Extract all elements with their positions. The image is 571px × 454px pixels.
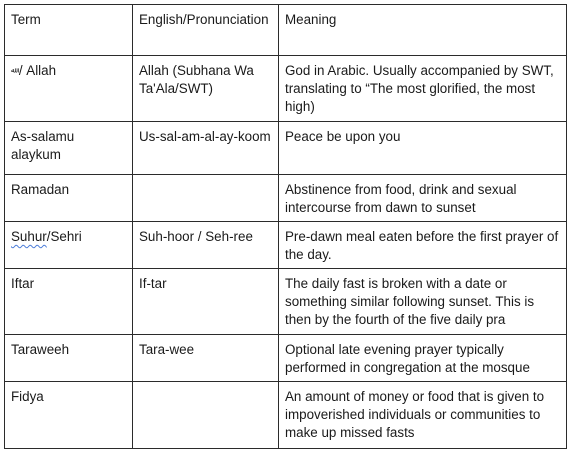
term-cell: Taraweeh	[5, 335, 133, 382]
meaning-cell: Pre-dawn meal eaten before the first prayer of the day.	[279, 222, 567, 269]
header-pronunciation: English/Pronunciation	[133, 5, 279, 56]
term-cell: Fidya	[5, 382, 133, 449]
meaning-cell: God in Arabic. Usually accompanied by SWT, translating to “The most glorified, the most high)	[279, 56, 567, 122]
pronunciation-cell: If-tar	[133, 269, 279, 335]
term-text: / Allah	[15, 63, 57, 78]
meaning-cell: Optional late evening prayer typically performed in congregation at the mosque	[279, 335, 567, 382]
header-term: Term	[5, 5, 133, 56]
table-row	[5, 269, 567, 335]
table-row	[5, 222, 567, 269]
table-row	[5, 122, 567, 175]
table-row	[5, 175, 567, 222]
allah-glyph: ﷲ	[11, 67, 16, 75]
pronunciation-cell: Suh-hoor / Seh-ree	[133, 222, 279, 269]
table-row	[5, 335, 567, 382]
term-cell	[5, 56, 133, 122]
header-row	[5, 5, 567, 56]
pronunciation-cell: Allah (Subhana Wa Ta'Ala/SWT)	[133, 56, 279, 122]
term-text: /Sehri	[46, 229, 82, 244]
meaning-cell: Peace be upon you	[279, 122, 567, 175]
term-cell: Iftar	[5, 269, 133, 335]
meaning-cell: Abstinence from food, drink and sexual intercourse from dawn to sunset	[279, 175, 567, 222]
meaning-cell: The daily fast is broken with a date or something similar following sunset. This is then by the fourth of the five daily pra	[279, 269, 567, 335]
pronunciation-cell: Tara-wee	[133, 335, 279, 382]
term-cell	[5, 222, 133, 269]
glossary-table	[4, 4, 567, 449]
term-cell: As-salamu alaykum	[5, 122, 133, 175]
pronunciation-cell	[133, 175, 279, 222]
header-meaning: Meaning	[279, 5, 567, 56]
pronunciation-cell: Us-sal-am-al-ay-koom	[133, 122, 279, 175]
table-row	[5, 382, 567, 449]
pronunciation-cell	[133, 382, 279, 449]
table-row	[5, 56, 567, 122]
spellcheck-underlined-term: Suhur	[11, 229, 47, 244]
meaning-cell: An amount of money or food that is given to impoverished individuals or communities to make up missed fasts	[279, 382, 567, 449]
term-cell: Ramadan	[5, 175, 133, 222]
